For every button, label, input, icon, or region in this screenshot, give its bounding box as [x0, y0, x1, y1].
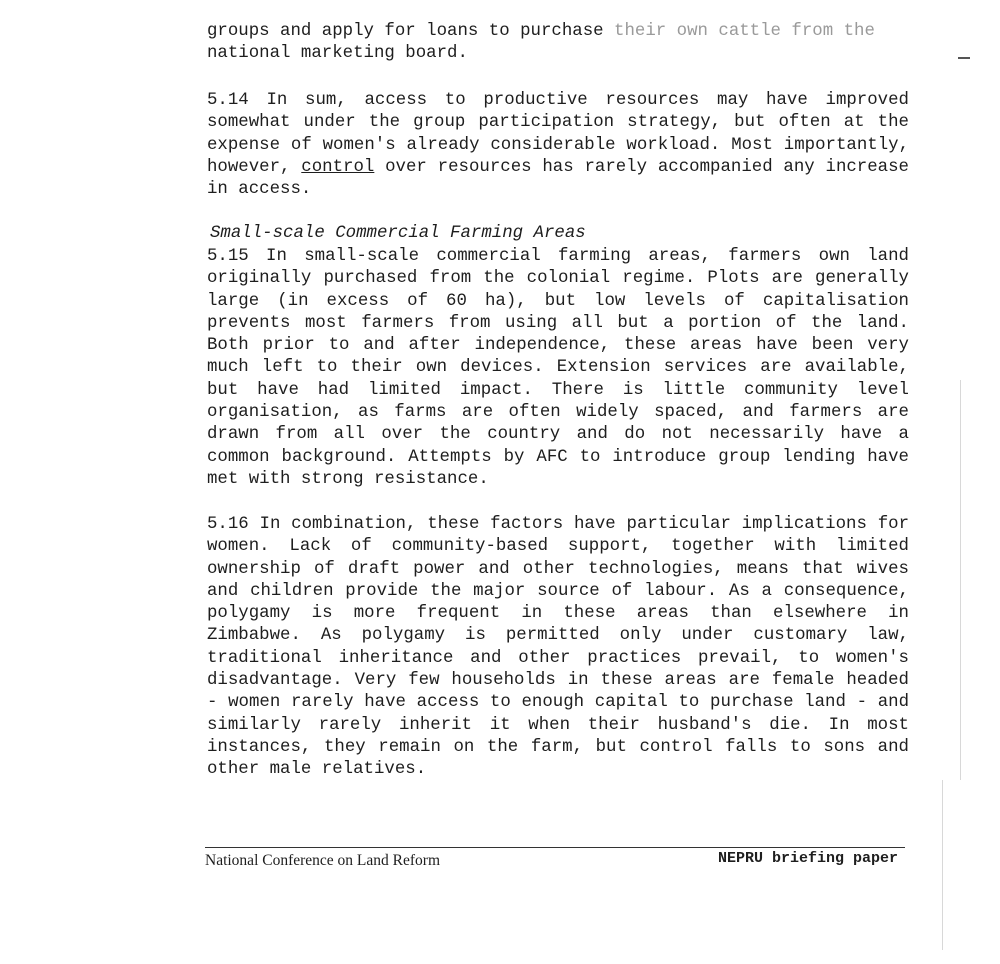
- scan-edge-line: [960, 380, 961, 780]
- paragraph-5-15: 5.15 In small-scale commercial farming areas, farmers own land originally purchased from the colonial regime. Plots are generally large (in excess of 60 ha), but low levels of capitalisation prevents most farmers from using all but a portion of the land. Both prior to and after independence, these areas have been very much left to their own devices. Extension services are available, but have had limited impact. There is little community level organisation, as farms are often widely spaced, and farmers are drawn from all over the country and do not necessarily have a common background. Attempts by AFC to introduce group lending have met with strong resistance.: [207, 247, 909, 489]
- para-5-14-underlined-word: control: [301, 157, 375, 177]
- margin-mark: [958, 57, 970, 59]
- paragraph-intro-continued: [207, 21, 909, 66]
- paragraph-5-14: [207, 90, 909, 201]
- intro-line-1-faded: their own cattle from the: [614, 22, 875, 41]
- para-5-14-part-2: over resources has rarely accompanied any increase in access.: [207, 157, 909, 200]
- intro-line-2: national marketing board.: [207, 44, 468, 64]
- paragraph-5-16: 5.16 In combination, these factors have particular implications for women. Lack of community-based support, together with limited ownership of draft power and other technologies, means that wives and children provide the major source of labour. As a consequence, polygamy is more frequent in these areas than elsewhere in Zimbabwe. As polygamy is permitted only under customary law, traditional inheritance and other practices prevail, to women's disadvantage. Very few households in these areas are female headed - women rarely have access to enough capital to purchase land - and similarly rarely inherit it when their husband's die. In most instances, they remain on the farm, but control falls to sons and other male relatives.: [207, 515, 909, 780]
- section-heading: Small-scale Commercial Farming Areas: [210, 224, 586, 243]
- footer-conference-title: National Conference on Land Reform: [205, 852, 440, 869]
- footer-paper-label: NEPRU briefing paper: [718, 850, 899, 867]
- para-5-14-part-1: 5.14 In sum, access to productive resources may have improved somewhat under the group participation strategy, but often at the expense of women's already considerable workload. Most importantly, however,: [207, 91, 909, 177]
- intro-line-1: groups and apply for loans to purchase: [207, 22, 604, 41]
- scan-edge-line-lower: [942, 780, 943, 950]
- footer-rule: [205, 847, 905, 848]
